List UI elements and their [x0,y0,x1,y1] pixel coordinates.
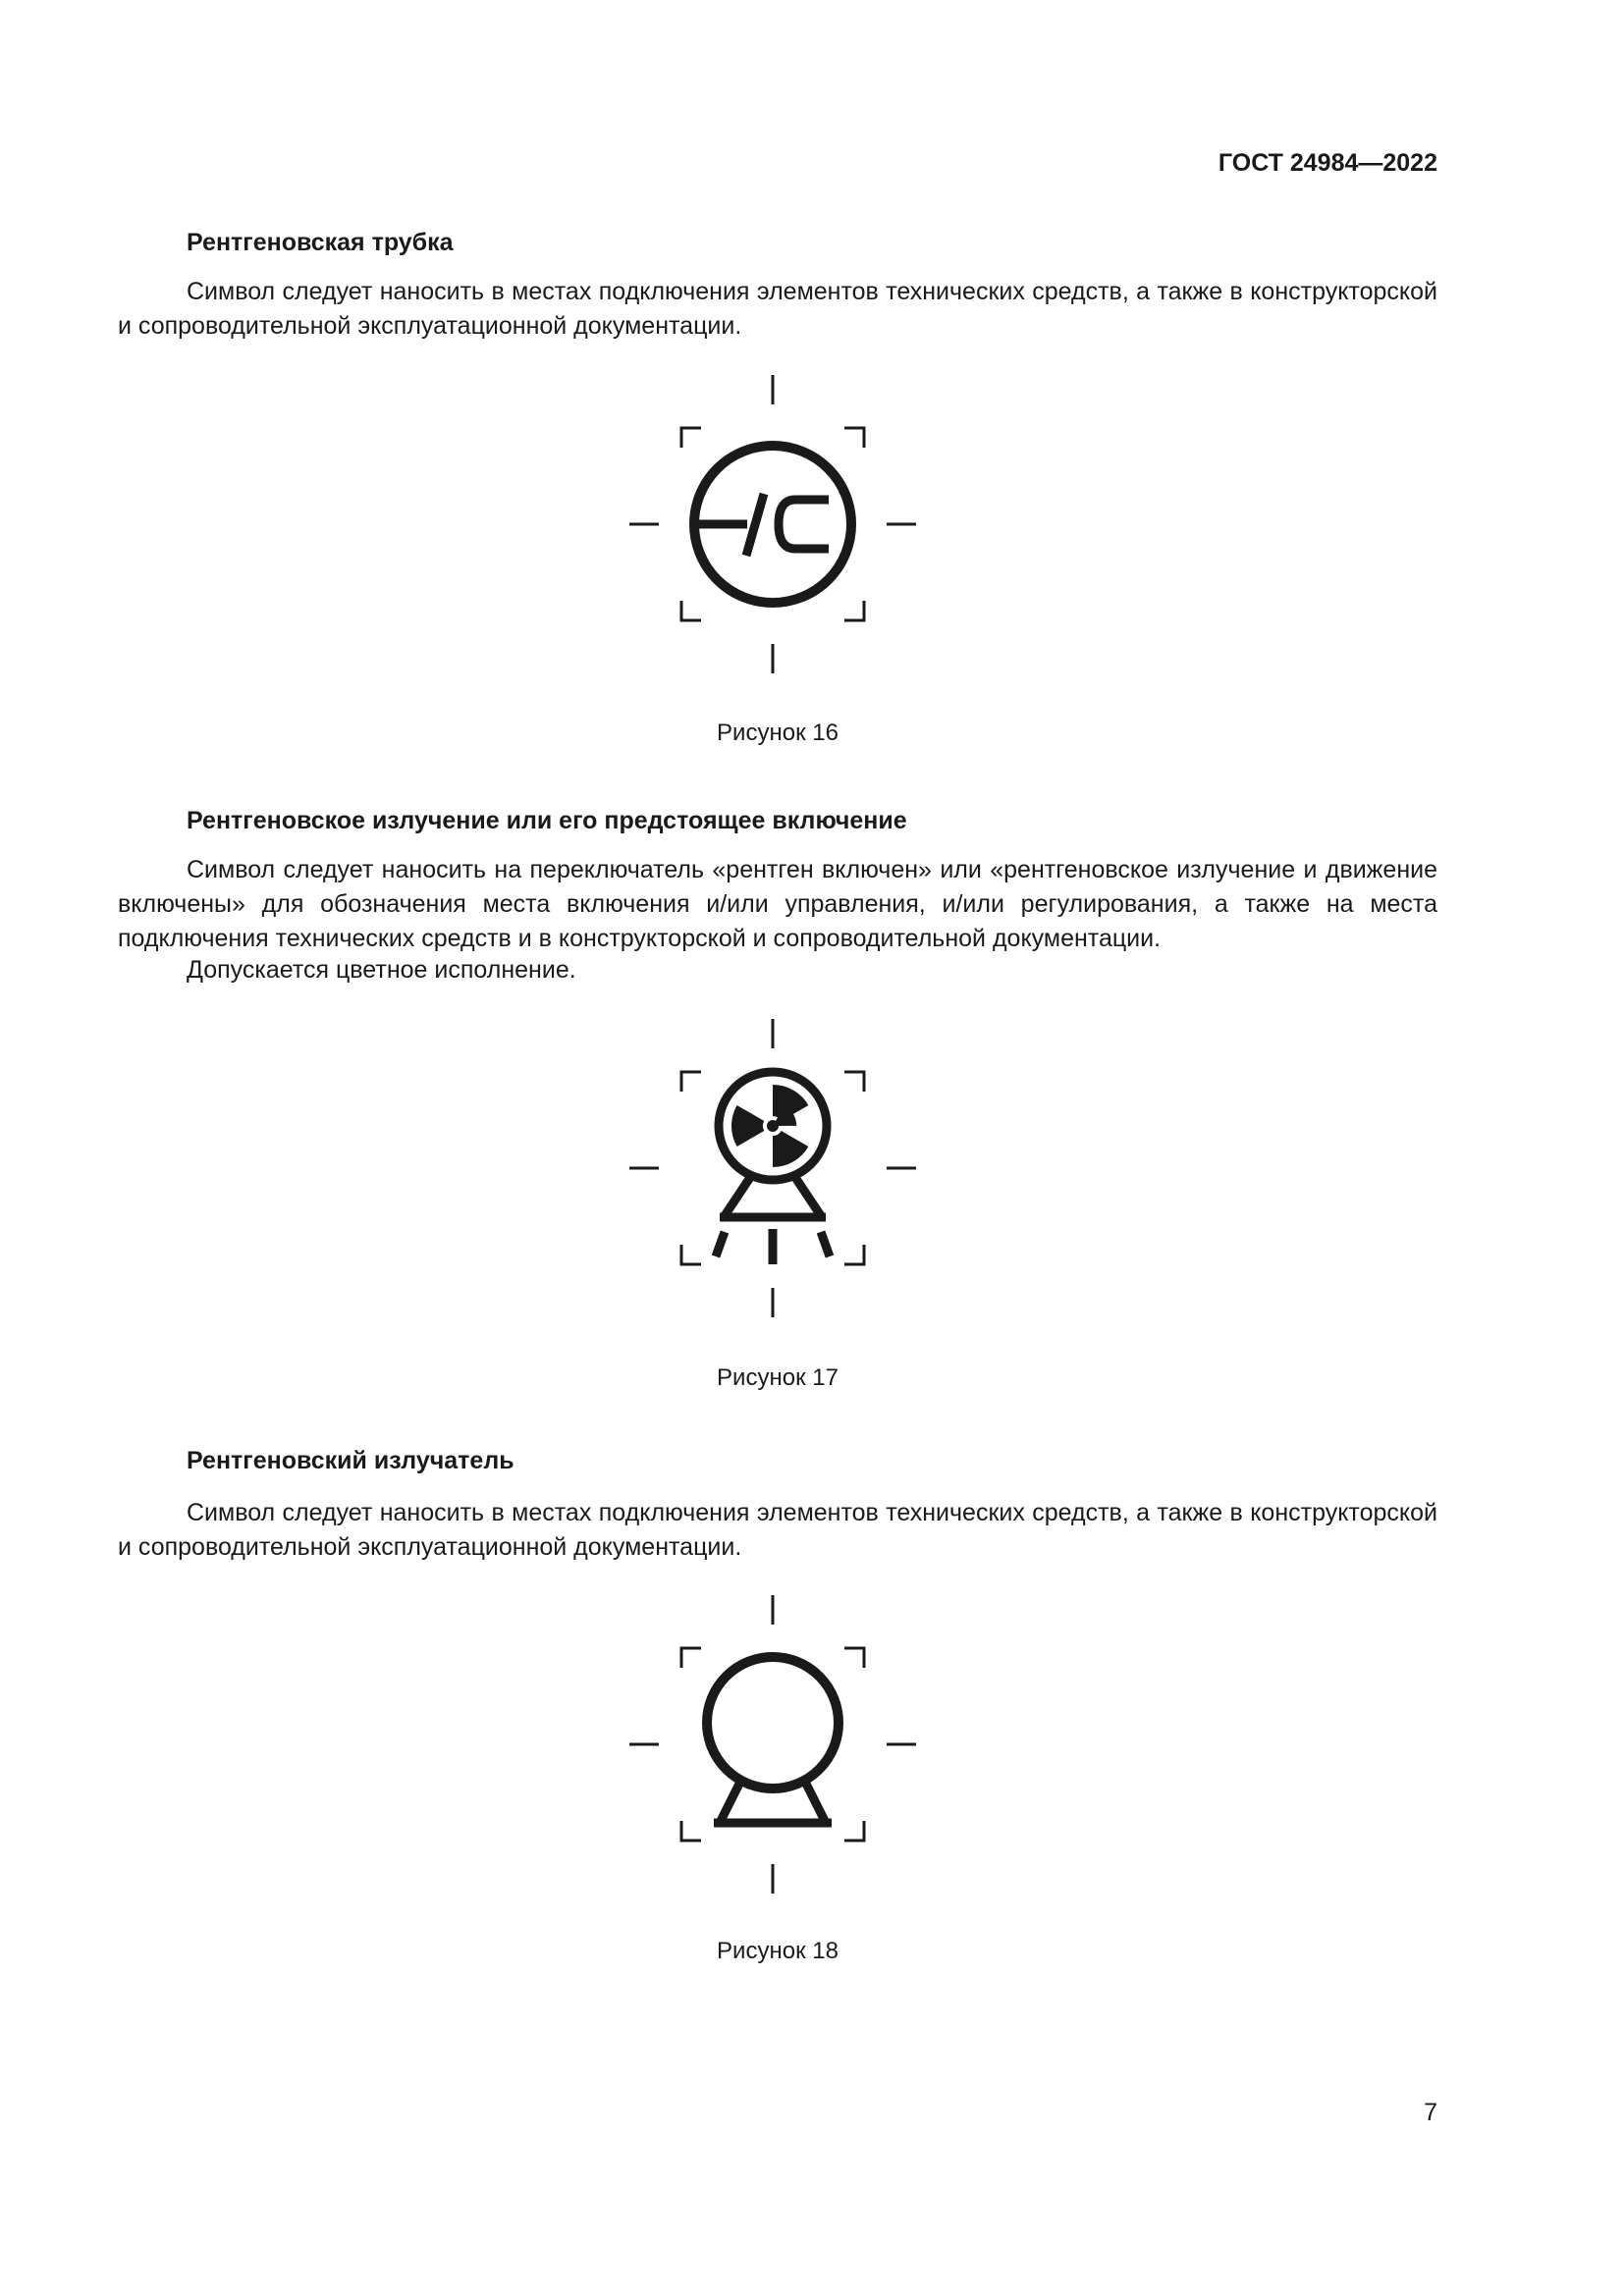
section-heading-xray-tube: Рентгеновская трубка [187,229,454,256]
x-ray-tube-symbol-icon [616,367,930,681]
section-paragraph: Допускается цветное исполнение. [187,956,576,984]
figure-caption: Рисунок 18 [717,1938,839,1964]
figure-caption: Рисунок 17 [717,1364,839,1391]
section-paragraph [118,853,1437,956]
paragraph-text: Символ следует наносить на переключатель «рентген включен» или «рентгеновское излучение и движение включены» для обозначения места включения и/или управления, и/или регулирования, а также на места подключения технических средств и в конструкторской и сопроводительной документации. [118,856,1437,952]
figure-caption: Рисунок 16 [717,720,839,746]
x-ray-emitter-symbol-icon [616,1587,930,1901]
section-heading-xray-radiation: Рентгеновское излучение или его предстоящее включение [187,807,907,834]
paragraph-text: Символ следует наносить в местах подключения элементов технических средств, а также в конструкторской и сопроводительной эксплуатационной документации. [118,278,1437,340]
document-standard-header: ГОСТ 24984—2022 [1218,149,1437,177]
paragraph-text: Символ следует наносить в местах подключения элементов технических средств, а также в конструкторской и сопроводительной эксплуатационной документации. [118,1499,1437,1561]
section-paragraph [118,1496,1437,1565]
page-number: 7 [1424,2099,1437,2126]
x-ray-radiation-symbol-icon [616,1011,930,1325]
section-paragraph [118,275,1437,344]
section-heading-xray-emitter: Рентгеновский излучатель [187,1447,514,1474]
